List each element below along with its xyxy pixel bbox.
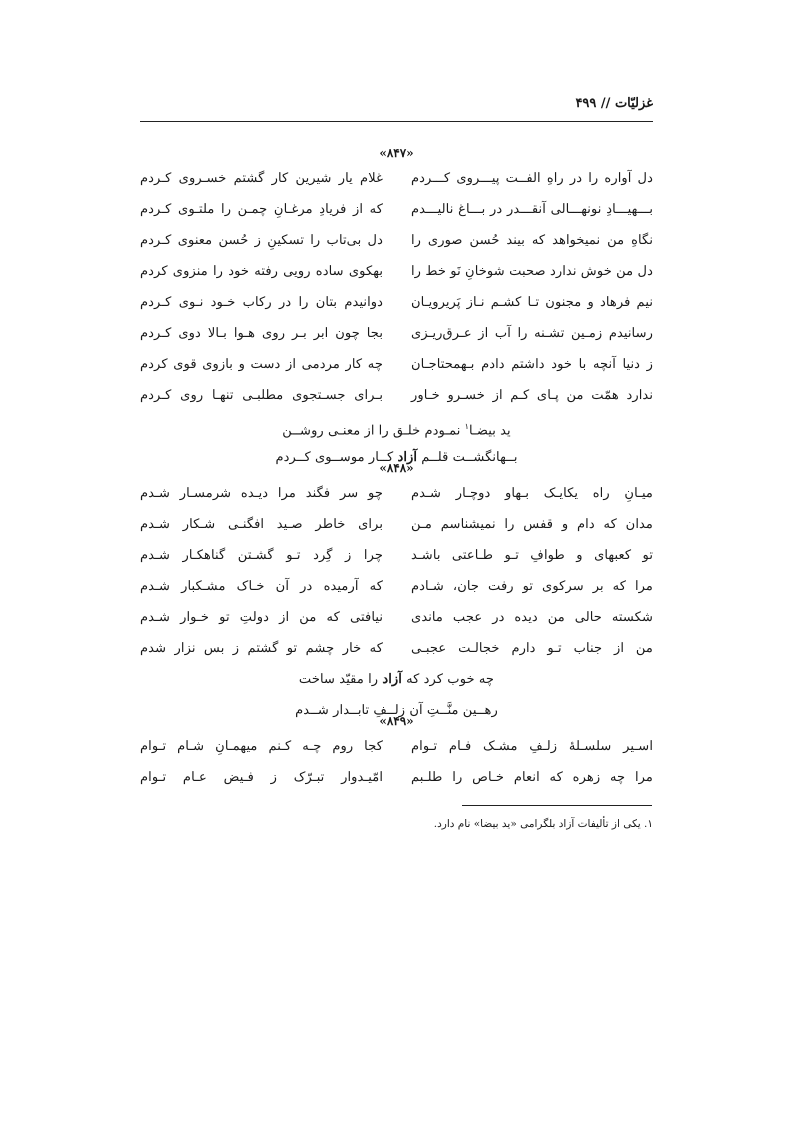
closing-text: رهــین منَّــتِ آن زلــفِ تابــدار شــدم	[295, 703, 498, 718]
hemistich-second: کجا روم چـه کـنم میهمـانِ شـام تـوام	[140, 739, 383, 754]
couplet	[140, 633, 653, 664]
couplet	[140, 540, 653, 571]
couplet	[140, 225, 653, 256]
hemistich-first: رسانیدم زمـین تشـنه را آب از عـرق‌ریـزی	[411, 326, 653, 341]
couplet	[140, 602, 653, 633]
pen-name: آزاد	[397, 450, 418, 465]
couplet	[140, 509, 653, 540]
hemistich-first: بـــهیـــادِ نونهـــالی آنقـــدر در بـــاغ نالیـــدم	[411, 202, 653, 217]
hemistich-second: برای خاطر صـید افگنـی شـکار شـدم	[140, 517, 383, 532]
hemistich-first: نگاهِ من نمیخواهد که بیند حُسن صوری را	[411, 233, 653, 248]
ghazal-847	[140, 143, 653, 473]
hemistich-first: ندارد همّت من پـای کـم از خسـرو خـاور	[411, 388, 653, 403]
couplet	[140, 731, 653, 762]
hemistich-second: بهکوی ساده رویی رفته خود را منزوی کردم	[140, 264, 383, 279]
hemistich-first: اسـیر سلسـلهٔ زلـفِ مشـک فـام تـوام	[411, 739, 653, 754]
footnote: ۱. یکی از تألیفات آزاد بلگرامی «ید بیضا» نام دارد.	[433, 818, 653, 830]
running-head: غزلیّات // ۴۹۹	[575, 96, 653, 111]
hemistich-first: من از جناب تـو دارم خجالـت عجبـی	[411, 641, 653, 656]
couplet	[140, 318, 653, 349]
couplet	[140, 571, 653, 602]
hemistich-second: غلام یار شیرین کار گشتم خسـروی کـردم	[140, 171, 383, 186]
closing-text: ید بیضـا	[468, 423, 511, 439]
closing-text: کــار موســوی کــردم	[275, 450, 398, 465]
hemistich-second: بـرای جسـتجوی مطلبـی تنهـا روی کـردم	[140, 388, 383, 403]
hemistich-second: بجا چون ابر بـر روی هـوا بـالا دوی کـردم	[140, 326, 383, 341]
ghazal-849	[140, 711, 653, 793]
closing-text: را مقیّد ساخت	[298, 672, 383, 687]
hemistich-first: دل آواره را در راهِ الفــت پیـــروی کـــردم	[411, 171, 653, 186]
ghazal-number: «۸۴۹»	[379, 714, 414, 728]
hemistich-first: مرا که بر سرکوی تو رفت جان، شـادم	[411, 579, 653, 594]
hemistich-second: که آرمیده در آن خـاک مشـکبار شـدم	[140, 579, 383, 594]
hemistich-first: شکسته حالی من دیده در عجب ماندی	[411, 610, 653, 625]
hemistich-second: که خار چشم تو گشتم ز بس نزار شدم	[140, 641, 383, 656]
hemistich-second: چه کار مردمی از دست و بازوی قوی کردم	[140, 357, 383, 372]
hemistich-second: امّیـدوار تبـرّک ز فـیض عـام تـوام	[140, 770, 383, 785]
hemistich-first: ز دنیا آنچه با خود داشتم دادم بـهمحتاجـان	[411, 357, 653, 372]
couplet	[140, 478, 653, 509]
hemistich-first: مدان که دام و قفس را نمیشناسم مـن	[411, 517, 653, 532]
closing-line	[140, 411, 653, 442]
couplet	[140, 163, 653, 194]
closing-text: چه خوب کرد که	[401, 672, 495, 687]
ghazal-number: «۸۴۸»	[379, 461, 414, 475]
closing-text: بــهانگشــت قلــم	[417, 450, 518, 465]
footnote-marker[interactable]: ۱	[464, 422, 469, 431]
closing-text: نمـودم خلـق را از معنـی روشــن	[282, 423, 465, 439]
hemistich-second: چرا ز گِرد تـو گشـتن گناهکـار شـدم	[140, 548, 383, 563]
hemistich-second: نیافتی که من از دولتِ تو خـوار شـدم	[140, 610, 383, 625]
couplet	[140, 380, 653, 411]
header-rule	[140, 121, 653, 122]
hemistich-first: تو کعبهای و طوافِ تـو طـاعتی باشـد	[411, 548, 653, 563]
hemistich-first: دل من خوش ندارد صحبت شوخانِ نَو خط را	[411, 264, 653, 279]
pen-name: آزاد	[382, 672, 402, 687]
ghazal-number: «۸۴۷»	[379, 146, 414, 160]
couplet	[140, 256, 653, 287]
hemistich-first: نیم فرهاد و مجنون تـا کشـم نـاز پَریرویـان	[411, 295, 653, 310]
couplet	[140, 762, 653, 793]
hemistich-second: که از فریادِ مرغـانِ چمـن را ملتـوی کـردم	[140, 202, 383, 217]
couplet	[140, 194, 653, 225]
hemistich-first: میـانِ راه یکایـک بـهاو دوچـار شـدم	[411, 486, 653, 501]
hemistich-second: چو سر فگند مرا دیـده شرمسـار شـدم	[140, 486, 383, 501]
couplet	[140, 287, 653, 318]
footnote-rule	[462, 805, 652, 806]
hemistich-second: دل بی‌تاب را تسکینِ ز حُسن معنوی کـردم	[140, 233, 383, 248]
hemistich-first: مرا چه زهره که انعام خـاص را طلـبم	[411, 770, 653, 785]
hemistich-second: دوانیدم بتان را در رکاب خـود نـوی کـردم	[140, 295, 383, 310]
couplet	[140, 349, 653, 380]
ghazal-848	[140, 458, 653, 726]
closing-line	[140, 664, 653, 695]
